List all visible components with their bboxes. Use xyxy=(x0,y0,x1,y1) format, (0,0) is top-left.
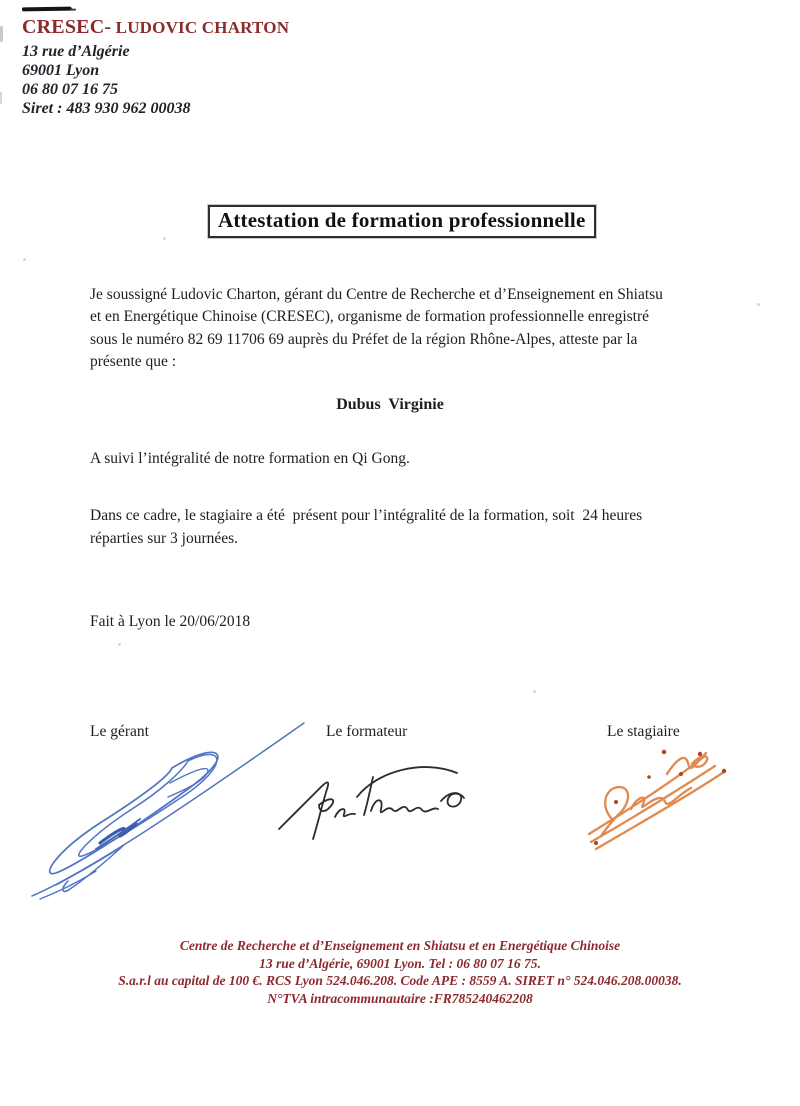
footer-line: S.a.r.l au capital de 100 €. RCS Lyon 524.046.208. Code APE : 8559 A. SIRET n° 524.046.208.00038. xyxy=(118,973,682,989)
footer-line: 13 rue d’Algérie, 69001 Lyon. Tel : 06 80 07 16 75. xyxy=(259,955,541,971)
letterhead xyxy=(22,16,289,118)
attendance-line: Dans ce cadre, le stagiaire a été présent pour l’intégralité de la formation, soit 24 heures xyxy=(90,507,643,524)
scan-speck xyxy=(533,690,536,693)
company-title xyxy=(22,16,289,39)
address-line: 69001 Lyon xyxy=(22,62,100,79)
scan-speck xyxy=(757,303,760,306)
footer-line: N°TVA intracommunautaire :FR785240462208 xyxy=(267,990,533,1006)
address-line: 13 rue d’Algérie xyxy=(22,43,130,60)
intro-line: Je soussigné Ludovic Charton, gérant du Centre de Recherche et d’Enseignement en Shiatsu xyxy=(90,286,663,303)
intro-line: sous le numéro 82 69 11706 69 auprès du Préfet de la région Rhône-Alpes, atteste par la xyxy=(90,330,638,348)
scan-smudge xyxy=(22,7,72,12)
company-address xyxy=(22,42,289,118)
signature-label-manager: Le gérant xyxy=(90,723,149,740)
trainer-signature xyxy=(273,753,488,848)
followed-statement: A suivi l’intégralité de notre formation en Qi Gong. xyxy=(90,450,410,467)
footer xyxy=(0,937,800,1007)
scan-speck xyxy=(163,237,166,240)
scan-edge-mark xyxy=(0,26,3,42)
address-line: 06 80 07 16 75 xyxy=(22,81,118,98)
certificate-title: Attestation de formation professionnelle xyxy=(218,208,586,232)
attendance-line: réparties sur 3 journées. xyxy=(90,529,239,547)
company-owner: LUDOVIC CHARTON xyxy=(111,18,290,37)
company-name: CRESEC- xyxy=(22,16,112,38)
certificate-title-box xyxy=(208,205,596,238)
intro-line: présente que : xyxy=(90,352,177,370)
trainee-name: Dubus Virginie xyxy=(336,396,444,413)
address-line: Siret : 483 930 962 00038 xyxy=(22,100,191,117)
signature-label-trainee: Le stagiaire xyxy=(607,723,680,740)
intro-paragraph xyxy=(90,284,715,373)
attendance-paragraph xyxy=(90,505,720,550)
scan-speck xyxy=(118,643,121,646)
trainee-signature xyxy=(583,746,738,861)
date-line: Fait à Lyon le 20/06/2018 xyxy=(90,613,251,630)
scan-edge-mark xyxy=(0,92,2,104)
footer-line: Centre de Recherche et d’Enseignement en Shiatsu et en Energétique Chinoise xyxy=(179,938,621,953)
scan-speck xyxy=(23,258,26,261)
signature-label-trainer: Le formateur xyxy=(326,723,408,740)
intro-line: et en Energétique Chinoise (CRESEC), organisme de formation professionnelle enregistré xyxy=(90,308,650,326)
